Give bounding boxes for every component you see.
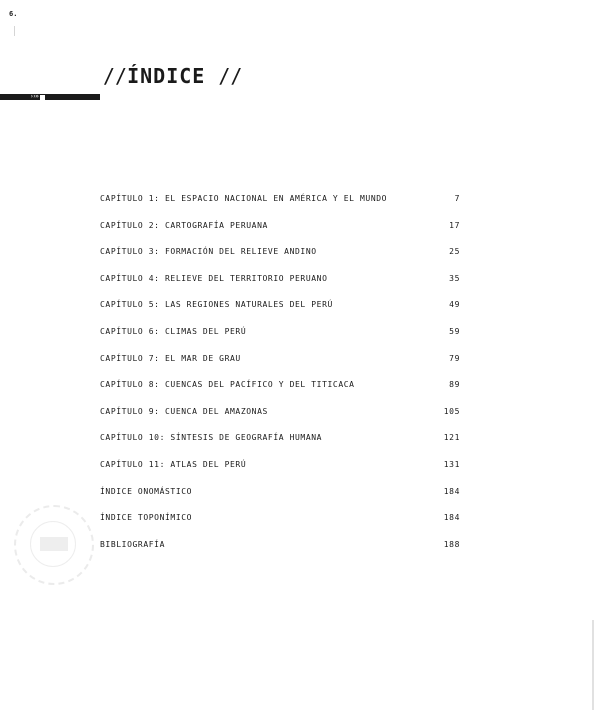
toc-entry-page: 25 — [449, 247, 460, 257]
toc-entry-title: CAPÍTULO 7: EL MAR DE GRAU — [100, 353, 241, 363]
double-arrow-icon: ››» — [30, 93, 38, 100]
page-title — [103, 64, 242, 88]
toc-entry-title: CAPÍTULO 4: RELIEVE DEL TERRITORIO PERUANO — [100, 273, 328, 283]
toc-entry[interactable] — [100, 380, 460, 407]
toc-entry-title: CAPÍTULO 1: EL ESPACIO NACIONAL EN AMÉRICA Y EL MUNDO — [100, 194, 388, 203]
toc-entry[interactable] — [100, 194, 460, 221]
toc-entry-page: 89 — [449, 380, 460, 390]
toc-entry-page: 49 — [449, 300, 460, 310]
title-suffix: // — [218, 64, 243, 88]
toc-entry-page: 184 — [443, 486, 460, 496]
table-of-contents — [100, 194, 460, 566]
toc-entry-title: CAPÍTULO 2: CARTOGRAFÍA PERUANA — [100, 220, 268, 230]
toc-entry-page: 79 — [449, 353, 460, 363]
toc-entry-page: 7 — [454, 194, 460, 203]
toc-entry[interactable] — [100, 407, 460, 434]
toc-entry-page: 188 — [443, 539, 460, 549]
toc-entry[interactable] — [100, 221, 460, 248]
toc-entry-title: ÍNDICE TOPONÍMICO — [100, 513, 193, 523]
toc-entry-page: 105 — [443, 406, 460, 416]
toc-entry-title: ÍNDICE ONOMÁSTICO — [100, 486, 193, 496]
toc-entry-title: CAPÍTULO 10: SÍNTESIS DE GEOGRAFÍA HUMANA — [100, 433, 323, 443]
toc-entry[interactable] — [100, 460, 460, 487]
toc-entry[interactable] — [100, 487, 460, 514]
toc-entry[interactable] — [100, 247, 460, 274]
title-prefix: // — [103, 64, 128, 88]
stamp-seal-mark — [40, 537, 68, 551]
scan-mark — [14, 26, 15, 36]
title-underline-bar — [0, 94, 100, 100]
toc-entry-page: 59 — [449, 326, 460, 336]
page-number: 6. — [9, 10, 18, 18]
toc-entry-page: 184 — [443, 513, 460, 523]
toc-entry[interactable] — [100, 433, 460, 460]
toc-entry[interactable] — [100, 300, 460, 327]
toc-entry[interactable] — [100, 274, 460, 301]
toc-entry-title: CAPÍTULO 6: CLIMAS DEL PERÚ — [100, 326, 247, 336]
toc-entry-title: CAPÍTULO 3: FORMACIÓN DEL RELIEVE ANDINO — [100, 247, 317, 257]
toc-entry-title: CAPÍTULO 9: CUENCA DEL AMAZONAS — [100, 406, 268, 416]
library-stamp — [14, 505, 94, 585]
toc-entry-title: CAPÍTULO 8: CUENCAS DEL PACÍFICO Y DEL TITICACA — [100, 380, 355, 390]
toc-entry-title: CAPÍTULO 5: LAS REGIONES NATURALES DEL PERÚ — [100, 300, 333, 310]
toc-entry[interactable] — [100, 513, 460, 540]
toc-entry-title: BIBLIOGRAFÍA — [100, 539, 165, 549]
arrow-marker — [30, 94, 45, 100]
toc-entry[interactable] — [100, 540, 460, 567]
title-text: ÍNDICE — [127, 64, 206, 88]
toc-entry[interactable] — [100, 354, 460, 381]
toc-entry[interactable] — [100, 327, 460, 354]
toc-entry-page: 121 — [443, 433, 460, 443]
toc-entry-page: 131 — [443, 459, 460, 469]
toc-entry-page: 17 — [449, 220, 460, 230]
toc-entry-title: CAPÍTULO 11: ATLAS DEL PERÚ — [100, 459, 247, 469]
scan-edge-mark — [592, 620, 594, 710]
box-icon — [40, 95, 45, 100]
toc-entry-page: 35 — [449, 273, 460, 283]
